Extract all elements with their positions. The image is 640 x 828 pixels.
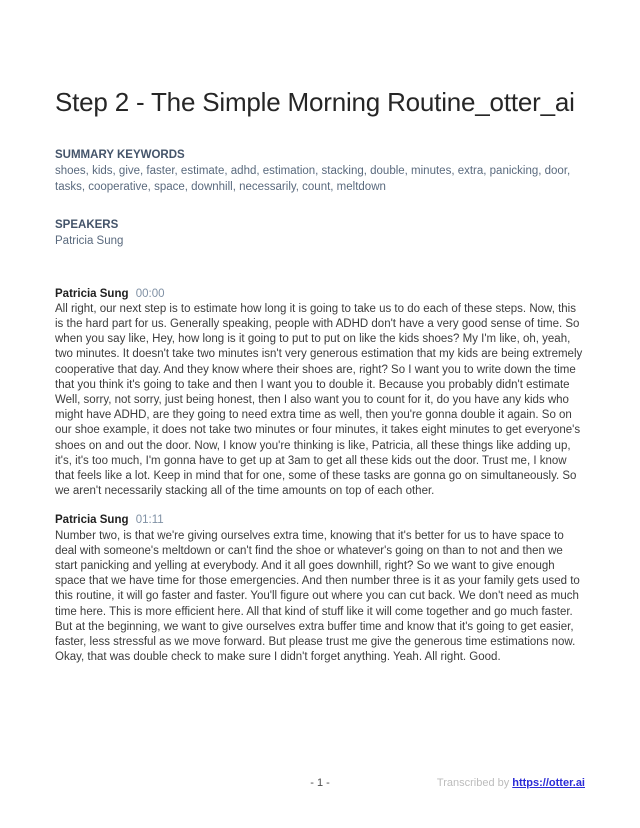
transcribed-by-label: Transcribed by bbox=[436, 777, 510, 789]
speakers-names: Patricia Sung bbox=[55, 235, 124, 247]
transcript-paragraph: Number two, is that we're giving ourselves extra time, knowing that it's better for us to have space to deal with someone's meltdown or can't find the shoe or whatever's going on than to not and then we start panicking and yelling at everybody. And it all goes downhill, right? So we want to give enough space that we have time for those emergencies. And then number three is it as your family gets used to this routine, it will go faster and faster. You'll figure out where you can cut back. We don't need as much time here. This is more efficient here. All that kind of stuff like it will come together and go much faster. But at the beginning, we want to give ourselves extra buffer time and know that it's going to get easier, faster, less stressful as we move forward. But please trust me give the generous time estimations now. Okay, that was double check to make sure I didn't forget anything. Yeah. All right. Good. bbox=[55, 529, 580, 664]
speakers-section bbox=[55, 218, 585, 250]
transcript-block-header bbox=[55, 287, 585, 302]
timestamp: 01:11 bbox=[135, 514, 164, 527]
transcript-block-header bbox=[55, 513, 585, 528]
speaker-name: Patricia Sung bbox=[55, 287, 129, 300]
transcript-block bbox=[55, 513, 585, 665]
speakers-heading: SPEAKERS bbox=[55, 219, 119, 231]
timestamp: 00:00 bbox=[135, 287, 165, 300]
summary-keywords-text: shoes, kids, give, faster, estimate, adhd, estimation, stacking, double, minutes, extra, panicking, door, tasks, cooperative, space, downhill, necessarily, count, meltdown bbox=[55, 165, 571, 193]
otter-link[interactable]: https://otter.ai bbox=[512, 777, 585, 789]
transcript-block bbox=[55, 287, 585, 500]
summary-keywords-section bbox=[55, 148, 585, 195]
page-number: - 1 - bbox=[310, 777, 330, 789]
transcribed-by bbox=[437, 777, 585, 789]
document-content bbox=[55, 0, 585, 665]
page-title: Step 2 - The Simple Morning Routine_otter_ai bbox=[55, 87, 575, 117]
summary-keywords-heading: SUMMARY KEYWORDS bbox=[55, 149, 185, 161]
transcript-paragraph: All right, our next step is to estimate how long it is going to take us to do each of these steps. Now, this is the hard part for us. Generally speaking, people with ADHD don't have a very good sense of time. So when you say like, Hey, how long is it going to put to put on like the kids shoes? My I'm like, oh, yeah, two minutes. It doesn't take two minutes isn't very generous estimation that my kids are being extremely cooperative that day. And they know where their shoes are, right? So I want you to write down the time that you think it's going to take and then I want you to double it. Because you probably didn't estimate Well, sorry, not sorry, just being honest, then I also want you to count for it, do you have any kids who might have ADHD, are they going to need extra time as well, then you're gonna double it again. So on our shoe example, it does not take two minutes or four minutes, it takes eight minutes to get everyone's shoes on and out the door. Now, I know you're thinking is like, Patricia, all these things like adding up, it's, it's too much, I'm gonna have to get up at 3am to get all these kids out the door. Trust me, I know that feels like a lot. Keep in mind that for one, some of these tasks are gonna go on simultaneously. So we aren't necessarily stacking all of the time amounts on top of each other. bbox=[55, 302, 583, 498]
page-footer bbox=[55, 777, 585, 793]
speaker-name: Patricia Sung bbox=[55, 514, 129, 527]
